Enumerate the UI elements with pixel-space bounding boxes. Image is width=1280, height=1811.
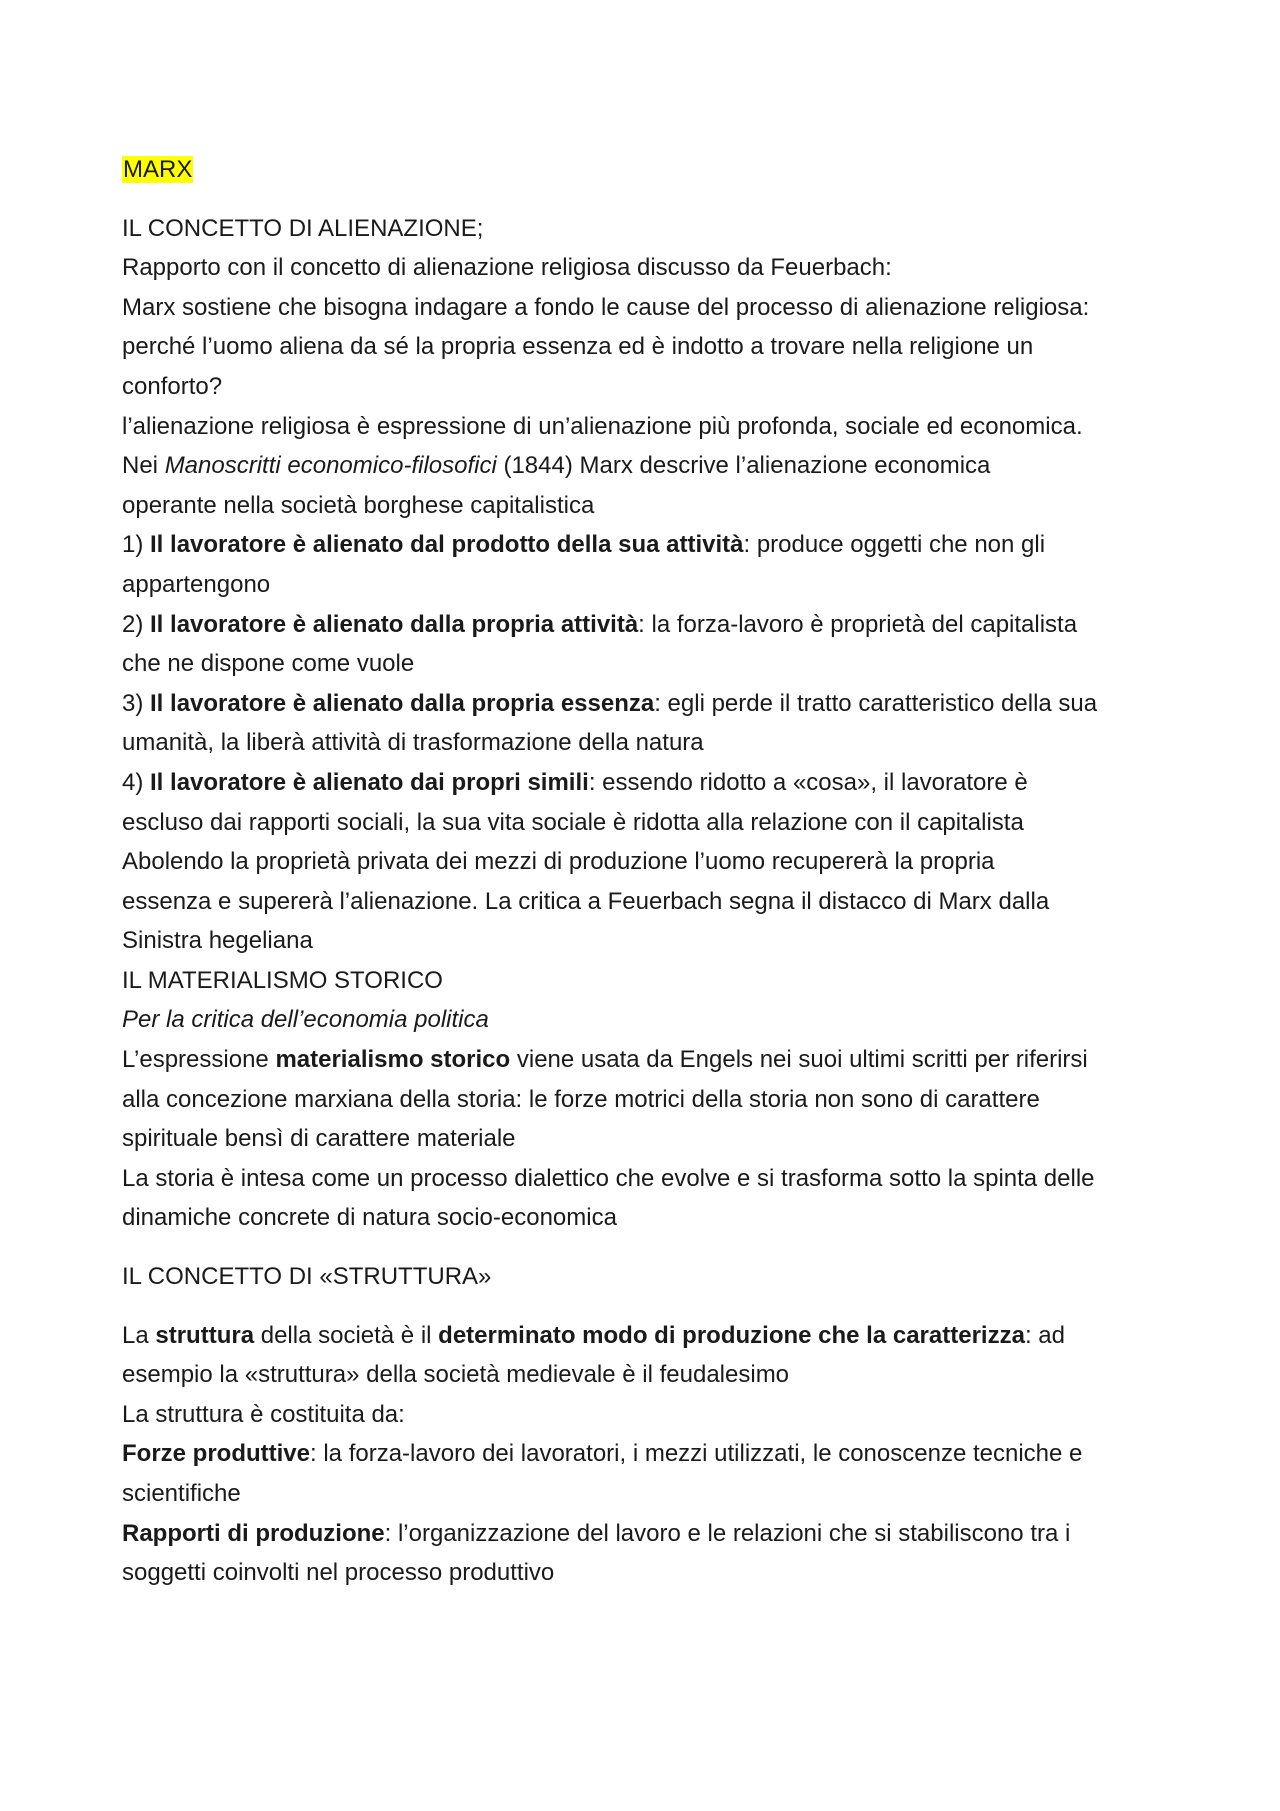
manoscritti-line xyxy=(122,446,1170,486)
text-line: Sinistra hegeliana xyxy=(122,927,313,955)
point-number: 4) xyxy=(122,768,151,796)
point-3-cont: umanità, la liberà attività di trasformazione della natura xyxy=(122,729,704,757)
point-bold: Il lavoratore è alienato dalla propria essenza xyxy=(150,689,655,717)
text-line: La struttura è costituita da: xyxy=(122,1400,405,1428)
point-number: 1) xyxy=(122,531,151,559)
text-line: l’alienazione religiosa è espressione di un’alienazione più profonda, sociale ed economica. xyxy=(122,412,1083,440)
text-line: alla concezione marxiana della storia: le forze motrici della storia non sono di carattere xyxy=(122,1085,1040,1113)
text-line: spirituale bensì di carattere materiale xyxy=(122,1125,516,1153)
text-fragment: : ad xyxy=(1024,1321,1065,1349)
text-fragment: : la forza-lavoro dei lavoratori, i mezzi utilizzati, le conoscenze tecniche e xyxy=(310,1440,1083,1468)
point-1-line xyxy=(122,525,1170,565)
point-number: 2) xyxy=(122,610,151,638)
text-line: Abolendo la proprietà privata dei mezzi di produzione l’uomo recupererà la propria xyxy=(122,848,995,876)
point-4-cont: escluso dai rapporti sociali, la sua vita sociale è ridotta alla relazione con il capitalista xyxy=(122,808,1024,836)
espressione-line xyxy=(122,1040,1170,1080)
bold-term: materialismo storico xyxy=(275,1046,511,1074)
point-3-line xyxy=(122,684,1170,724)
bold-term: struttura xyxy=(155,1321,255,1349)
text-fragment: L’espressione xyxy=(122,1046,276,1074)
text-line: Rapporto con il concetto di alienazione religiosa discusso da Feuerbach: xyxy=(122,254,892,282)
rapporti-produzione-line xyxy=(122,1514,1170,1554)
text-line: esempio la «struttura» della società medievale è il feudalesimo xyxy=(122,1361,790,1389)
point-4-line xyxy=(122,763,1170,803)
document-title: MARX xyxy=(123,156,193,183)
point-2-line xyxy=(122,605,1170,645)
point-rest: : egli perde il tratto caratteristico della sua xyxy=(654,689,1098,717)
struttura-definition-line xyxy=(122,1316,1170,1356)
text-line: La storia è intesa come un processo dialettico che evolve e si trasforma sotto la spinta delle xyxy=(122,1164,1095,1192)
text-line: scientifiche xyxy=(122,1480,241,1507)
bold-term: Forze produttive xyxy=(122,1440,311,1468)
section-heading-materialismo: IL MATERIALISMO STORICO xyxy=(122,966,443,994)
point-rest: : essendo ridotto a «cosa», il lavoratore è xyxy=(588,768,1028,796)
text-line: Marx sostiene che bisogna indagare a fondo le cause del processo di alienazione religiosa: xyxy=(122,293,1090,321)
text-fragment: La xyxy=(122,1321,156,1349)
point-number: 3) xyxy=(122,689,151,717)
italic-subtitle: Per la critica dell’economia politica xyxy=(122,1006,489,1034)
italic-title: Manoscritti economico-filosofici xyxy=(164,452,497,480)
text-fragment: Nei xyxy=(122,452,165,480)
text-line: conforto? xyxy=(122,372,223,400)
text-line: soggetti coinvolti nel processo produttivo xyxy=(122,1559,555,1587)
point-2-cont: che ne dispone come vuole xyxy=(122,650,415,678)
text-line: operante nella società borghese capitalistica xyxy=(122,491,595,519)
text-fragment: viene usata da Engels nei suoi ultimi scritti per riferirsi xyxy=(510,1046,1088,1074)
section-subtitle xyxy=(122,1000,1170,1040)
bold-term: determinato modo di produzione che la caratterizza xyxy=(438,1321,1025,1349)
bold-term: Rapporti di produzione xyxy=(122,1519,385,1547)
document-title-line xyxy=(122,150,1170,190)
section-heading-struttura: IL CONCETTO DI «STRUTTURA» xyxy=(122,1263,492,1291)
text-fragment: della società è il xyxy=(254,1321,439,1349)
point-bold: Il lavoratore è alienato dal prodotto della sua attività xyxy=(150,531,744,559)
text-line: essenza e supererà l’alienazione. La critica a Feuerbach segna il distacco di Marx dalla xyxy=(122,887,1050,915)
text-fragment: : l’organizzazione del lavoro e le relazioni che si stabiliscono tra i xyxy=(384,1519,1071,1547)
text-line: dinamiche concrete di natura socio-economica xyxy=(122,1204,617,1232)
text-fragment: (1844) Marx descrive l’alienazione economica xyxy=(496,452,991,480)
section-heading-alienazione: IL CONCETTO DI ALIENAZIONE; xyxy=(122,214,484,242)
point-bold: Il lavoratore è alienato dalla propria attività xyxy=(150,610,639,638)
document-page xyxy=(122,150,1170,1593)
point-1-cont: appartengono xyxy=(122,570,271,598)
forze-produttive-line xyxy=(122,1434,1170,1474)
text-line: perché l’uomo aliena da sé la propria essenza ed è indotto a trovare nella religione un xyxy=(122,333,1034,361)
point-rest: : la forza-lavoro è proprietà del capitalista xyxy=(638,610,1078,638)
point-rest: : produce oggetti che non gli xyxy=(743,531,1046,559)
point-bold: Il lavoratore è alienato dai propri simili xyxy=(150,768,589,796)
